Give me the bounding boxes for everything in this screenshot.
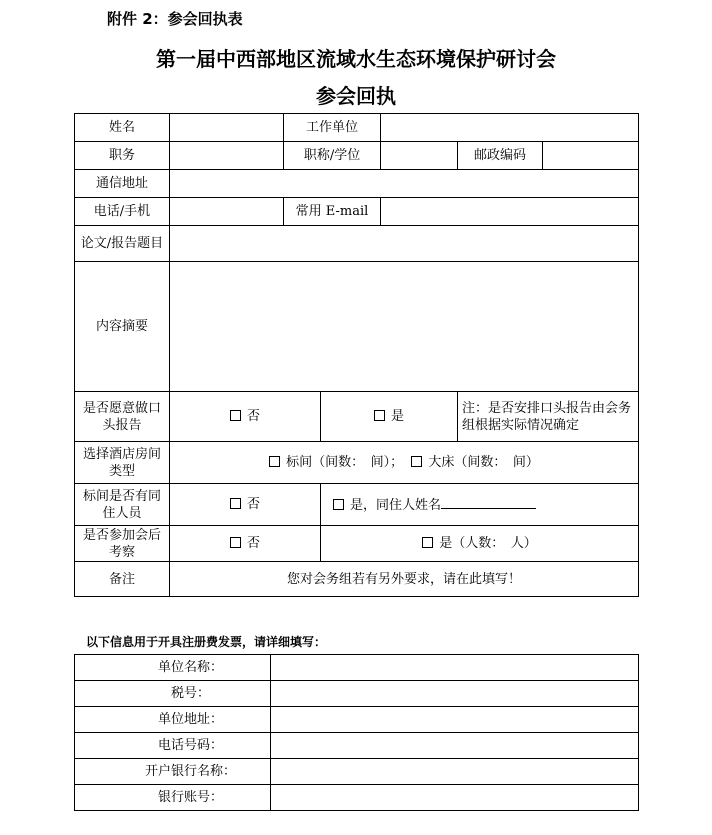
checkbox-icon[interactable]: [411, 456, 422, 467]
phone-field[interactable]: [170, 198, 284, 226]
oral-no-text: 否: [246, 409, 260, 424]
invoice-row-label: 税号：: [75, 681, 271, 707]
roommate-no-option[interactable]: [170, 484, 321, 526]
address-field[interactable]: [170, 170, 639, 198]
room-king-text: 大床（间数： 间）: [428, 455, 539, 470]
invoice-row-label: 单位地址：: [75, 707, 271, 733]
checkbox-icon[interactable]: [374, 410, 385, 421]
address-label: 通信地址: [75, 170, 170, 198]
invoice-address-field[interactable]: [271, 707, 639, 733]
oral-report-note: 注：是否安排口头报告由会务组根据实际情况确定: [458, 392, 639, 442]
roommate-no-text: 否: [246, 497, 260, 512]
oral-yes-option[interactable]: [321, 392, 458, 442]
tour-no-text: 否: [246, 536, 260, 551]
title-degree-field[interactable]: [381, 142, 458, 170]
conference-title: 第一届中西部地区流域水生态环境保护研讨会: [156, 47, 556, 71]
postcode-label: 邮政编码: [458, 142, 543, 170]
checkbox-icon[interactable]: [333, 499, 344, 510]
invoice-row-label: 银行账号：: [75, 785, 271, 811]
room-standard-text: 标间（间数： 间）；: [286, 455, 404, 470]
room-type-label: 选择酒店房间类型: [75, 442, 170, 484]
abstract-field[interactable]: [170, 262, 639, 392]
roommate-yes-text: 是，同住人姓名: [350, 497, 442, 513]
checkbox-icon[interactable]: [230, 498, 241, 509]
invoice-bank-account-field[interactable]: [271, 785, 639, 811]
checkbox-icon[interactable]: [422, 537, 433, 548]
remark-field[interactable]: 您对会务组若有另外要求，请在此填写！: [170, 562, 639, 597]
invoice-bank-name-field[interactable]: [271, 759, 639, 785]
position-label: 职务: [75, 142, 170, 170]
paper-label: 论文/报告题目: [75, 226, 170, 262]
work-unit-field[interactable]: [381, 114, 639, 142]
phone-label: 电话/手机: [75, 198, 170, 226]
name-label: 姓名: [75, 114, 170, 142]
tour-yes-option[interactable]: [321, 526, 639, 562]
oral-no-option[interactable]: [170, 392, 321, 442]
tour-label: 是否参加会后考察: [75, 526, 170, 562]
oral-yes-text: 是: [391, 409, 405, 424]
postcode-field[interactable]: [543, 142, 639, 170]
invoice-phone-field[interactable]: [271, 733, 639, 759]
roommate-yes-option[interactable]: [321, 484, 639, 526]
work-unit-label: 工作单位: [284, 114, 381, 142]
checkbox-icon[interactable]: [230, 537, 241, 548]
invoice-heading: 以下信息用于开具注册费发票，请详细填写：: [86, 635, 327, 649]
name-field[interactable]: [170, 114, 284, 142]
paper-field[interactable]: [170, 226, 639, 262]
form-title: 参会回执: [316, 84, 396, 108]
roommate-name-underline[interactable]: [441, 496, 536, 509]
position-field[interactable]: [170, 142, 284, 170]
invoice-info-table: [74, 654, 639, 811]
annex-label: 附件 2：参会回执表: [107, 10, 243, 28]
checkbox-icon[interactable]: [230, 410, 241, 421]
abstract-label: 内容摘要: [75, 262, 170, 392]
invoice-company-field[interactable]: [271, 655, 639, 681]
email-field[interactable]: [381, 198, 639, 226]
registration-form-table: [74, 113, 639, 597]
checkbox-icon[interactable]: [269, 456, 280, 467]
tour-no-option[interactable]: [170, 526, 321, 562]
invoice-row-label: 单位名称：: [75, 655, 271, 681]
invoice-row-label: 开户银行名称：: [75, 759, 271, 785]
email-label: 常用 E-mail: [284, 198, 381, 226]
room-type-options: [170, 442, 639, 484]
invoice-tax-id-field[interactable]: [271, 681, 639, 707]
invoice-row-label: 电话号码：: [75, 733, 271, 759]
oral-report-label: 是否愿意做口头报告: [75, 392, 170, 442]
roommate-label: 标间是否有同住人员: [75, 484, 170, 526]
remark-label: 备注: [75, 562, 170, 597]
tour-yes-text: 是（人数： 人）: [439, 536, 537, 551]
title-degree-label: 职称/学位: [284, 142, 381, 170]
